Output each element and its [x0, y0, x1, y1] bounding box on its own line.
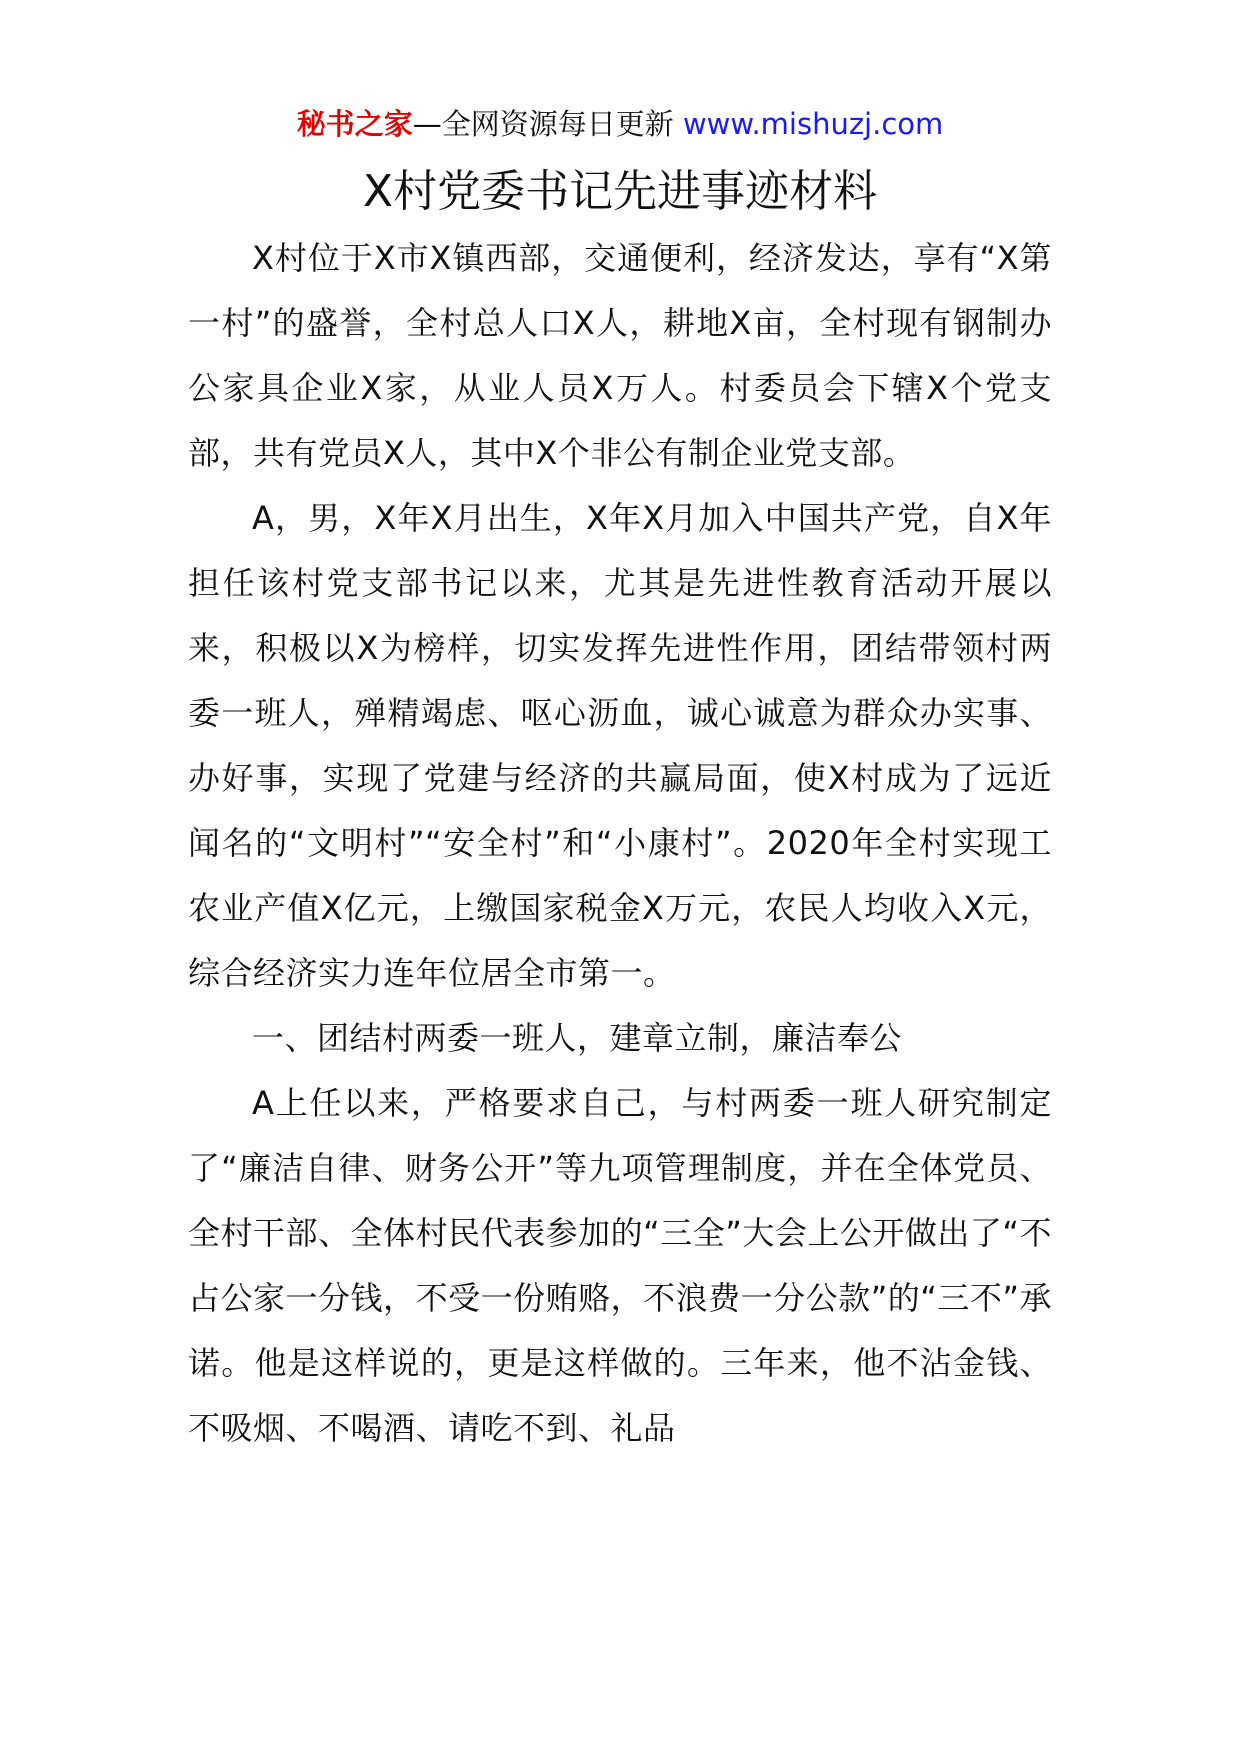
paragraph-village-intro: X村位于X市X镇西部，交通便利，经济发达，享有“X第一村”的盛誉，全村总人口X人，耕地X亩，全村现有钢制办公家具企业X家，从业人员X万人。村委员会下辖X个党支部，共有党员X人，其中X个非公有制企业党支部。 [188, 239, 1052, 472]
site-brand: 秘书之家 [296, 107, 413, 141]
section-heading-1: 一、团结村两委一班人，建章立制，廉洁奉公 [252, 1019, 903, 1057]
document-body [188, 226, 1052, 1461]
site-url[interactable]: www.mishuzj.com [682, 107, 944, 141]
paragraph-integrity: A上任以来，严格要求自己，与村两委一班人研究制定了“廉洁自律、财务公开”等九项管理制度，并在全体党员、全村干部、全体村民代表参加的“三全”大会上公开做出了“不占公家一分钱，不受一份贿赂，不浪费一分公款”的“三不”承诺。他是这样说的，更是这样做的。三年来，他不沾金钱、不吸烟、不喝酒、请吃不到、礼品 [188, 1084, 1052, 1447]
site-slogan: —全网资源每日更新 [412, 107, 674, 141]
site-header [0, 104, 1240, 144]
paragraph-secretary-profile: A，男，X年X月出生，X年X月加入中国共产党，自X年担任该村党支部书记以来，尤其是先进性教育活动开展以来，积极以X为榜样，切实发挥先进性作用，团结带领村两委一班人，殚精竭虑、呕心沥血，诚心诚意为群众办实事、办好事，实现了党建与经济的共赢局面，使X村成为了远近闻名的“文明村”“安全村”和“小康村”。2020年全村实现工农业产值X亿元，上缴国家税金X万元，农民人均收入X元，综合经济实力连年位居全市第一。 [188, 499, 1052, 992]
document-title: X村党委书记先进事迹材料 [362, 166, 878, 217]
